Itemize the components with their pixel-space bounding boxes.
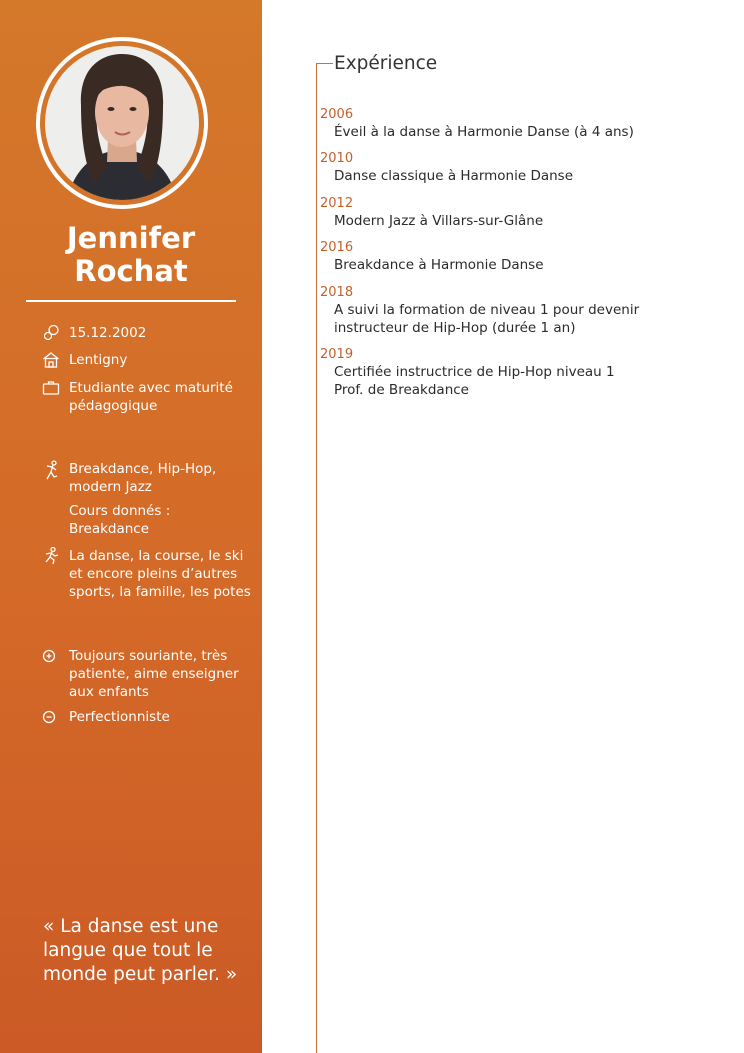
runner-icon [42,547,60,565]
experience-desc: Éveil à la danse à Harmonie Danse (à 4 ans) [334,124,634,140]
strength-row [42,647,252,701]
briefcase-icon [42,379,60,397]
strength-text: Toujours souriante, très patiente, aime enseigner aux enfants [69,648,239,700]
timeline-header-tick [316,63,333,64]
timeline-line [316,63,317,1053]
experience-year: 2016 [320,240,354,255]
weakness-text: Perfectionniste [69,709,170,725]
experience-year: 2018 [320,285,354,300]
experience-desc: Certifiée instructrice de Hip-Hop niveau 1 Prof. de Breakdance [334,364,615,398]
name-divider [26,300,236,302]
dancer-icon [42,460,60,478]
location-text: Lentigny [69,352,128,368]
experience-desc: Breakdance à Harmonie Danse [334,257,544,273]
experience-desc: Modern Jazz à Villars-sur-Glâne [334,213,544,229]
experience-year: 2006 [320,107,354,122]
baby-rattle-icon [42,324,60,342]
experience-item [320,240,720,274]
person-name [0,222,262,288]
hobbies-text: La danse, la course, le ski et encore pleins d’autres sports, la famille, les potes [69,548,251,600]
courses-text: Cours donnés : Breakdance [69,503,171,537]
first-name: Jennifer [66,221,196,255]
avatar [45,46,199,200]
experience-year: 2010 [320,151,354,166]
experience-item [320,347,720,399]
birthdate-text: 15.12.2002 [69,325,147,341]
experience-desc: Danse classique à Harmonie Danse [334,168,574,184]
experience-title: Expérience [334,53,438,74]
education-row [42,379,252,415]
experience-desc: A suivi la formation de niveau 1 pour devenir instructeur de Hip-Hop (durée 1 an) [334,302,640,336]
plus-circle-icon [42,647,60,665]
location-row [42,351,252,369]
house-icon [42,351,60,369]
birthdate-row [42,324,252,342]
last-name: Rochat [74,254,188,288]
experience-item [320,151,720,185]
hobbies-row [42,547,252,601]
courses-row [42,502,252,538]
education-text: Etudiante avec maturité pédagogique [69,380,233,414]
sidebar [0,0,262,1053]
dance-styles-row [42,460,252,496]
experience-year: 2019 [320,347,354,362]
experience-item [320,196,720,230]
experience-item [320,285,720,337]
dance-styles-text: Breakdance, Hip-Hop, modern Jazz [69,461,217,495]
experience-year: 2012 [320,196,354,211]
minus-circle-icon [42,708,60,726]
quote: « La danse est une langue que tout le monde peut parler. » [43,916,238,985]
experience-item [320,107,720,141]
weakness-row [42,708,252,726]
